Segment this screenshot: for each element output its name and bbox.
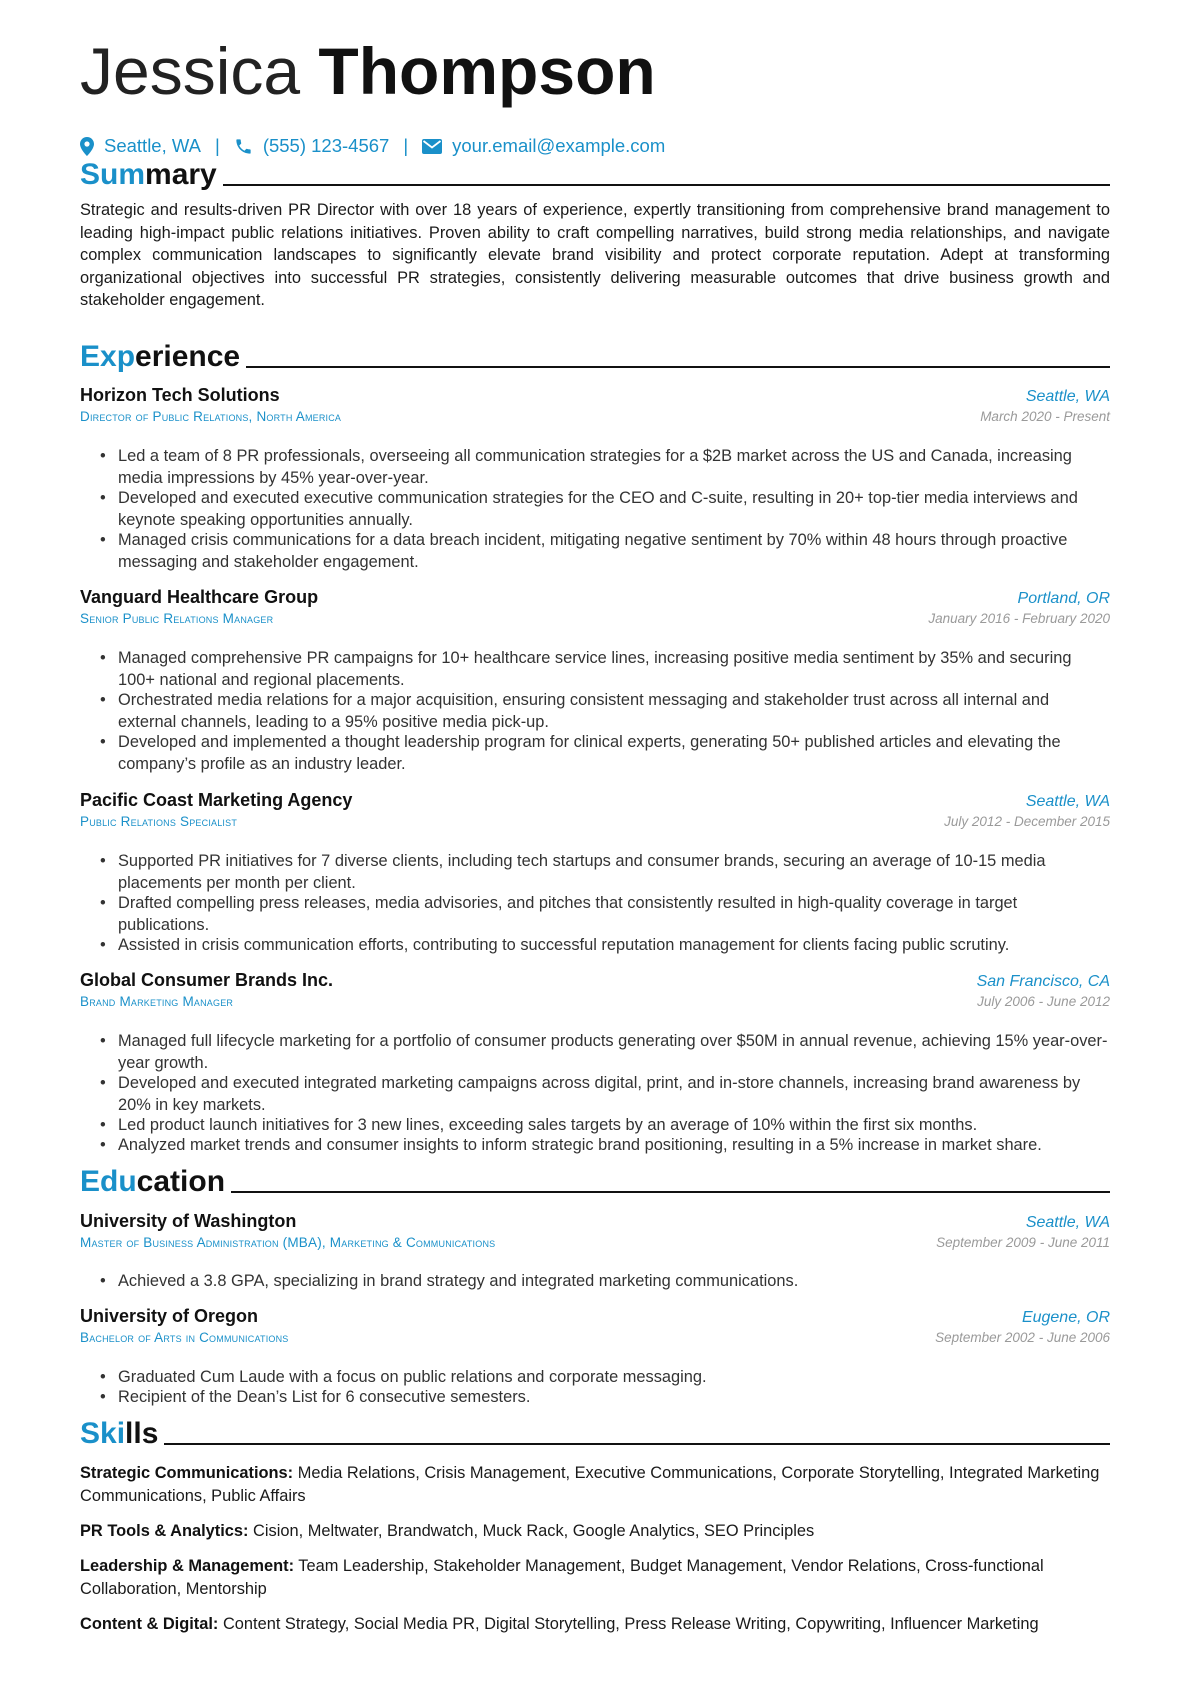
bullet-item: • Recipient of the Dean’s List for 6 consecutive semesters. (100, 1386, 1110, 1408)
entry-dates: January 2016 - February 2020 (928, 611, 1110, 626)
section-title-accent: Sum (80, 158, 146, 191)
location-pin-icon (80, 137, 94, 156)
skill-row (80, 1555, 1110, 1600)
section-title-accent: Edu (80, 1165, 137, 1198)
section-title-accent: Exp (80, 340, 136, 373)
entry-dates: July 2006 - June 2012 (977, 994, 1110, 1009)
skill-row (80, 1520, 1110, 1543)
bullet-item: • Orchestrated media relations for a major acquisition, ensuring consistent messaging and stakeholder trust across all internal and external channels, leading to a 95% positive media pick-up. (100, 689, 1110, 733)
skill-row (80, 1462, 1110, 1507)
entry-degree: Bachelor of Arts in Communications (80, 1330, 289, 1345)
summary-text: Strategic and results-driven PR Director with over 18 years of experience, expertly transitioning from comprehensive brand management to leading high-impact public relations initiatives. Proven ability to craft compelling narratives, build strong media relationships, and navigate complex communication landscapes to significantly elevate brand visibility and protect corporate reputation. Adept at transforming organizational objectives into successful PR strategies, consistently delivering measurable outcomes that drive business growth and stakeholder engagement. (80, 201, 1110, 309)
section-title-skills (80, 1419, 1110, 1449)
bullet-item: • Developed and executed integrated marketing campaigns across digital, print, and in-store channels, increasing brand awareness by 20% in key markets. (100, 1072, 1110, 1116)
section-rule (223, 184, 1110, 186)
contact-separator: | (215, 135, 220, 156)
entry-organization: Global Consumer Brands Inc. (80, 970, 334, 990)
section-title-accent: Ski (80, 1417, 126, 1450)
entry-location: Seattle, WA (1025, 388, 1110, 405)
entry-location: Eugene, OR (1021, 1309, 1110, 1326)
entry-dates: March 2020 - Present (980, 409, 1110, 424)
skill-label: Strategic Communications: (80, 1464, 294, 1482)
entry-location: San Francisco, CA (976, 973, 1110, 990)
section-title-education (80, 1167, 1110, 1197)
entry-bullets (100, 647, 1110, 773)
bullet-item: • Led product launch initiatives for 3 new lines, exceeding sales targets by an average of 10% within the first six months. (100, 1114, 1110, 1136)
section-title-rest: cation (136, 1165, 226, 1198)
entry-organization: Vanguard Healthcare Group (80, 587, 319, 607)
section-rule (246, 366, 1110, 368)
entry-bullets (100, 1270, 1110, 1290)
entry-dates: July 2012 - December 2015 (944, 814, 1110, 829)
bullet-item: • Developed and implemented a thought leadership program for clinical experts, generating 50+ published articles and elevating the company’s profile as an industry leader. (100, 731, 1110, 775)
email-text: your.email@example.com (452, 135, 666, 156)
skill-value: Media Relations, Crisis Management, Executive Communications, Corporate Storytelling, Integrated Marketing Communications, Public Affairs (80, 1464, 1100, 1505)
bullet-item: • Supported PR initiatives for 7 diverse clients, including tech startups and consumer brands, securing an average of 10-15 media placements per month per client. (100, 850, 1110, 894)
entry-location: Seattle, WA (1025, 793, 1110, 810)
education-entry (80, 1211, 1110, 1250)
contact-line (80, 135, 665, 157)
entry-location: Portland, OR (1017, 590, 1110, 607)
bullet-item: • Drafted compelling press releases, media advisories, and pitches that consistently resulted in high-quality coverage in target publications. (100, 892, 1110, 936)
experience-entry (80, 385, 1110, 424)
candidate-name (80, 34, 656, 108)
phone-text: (555) 123-4567 (262, 135, 390, 156)
section-title-rest: erience (135, 340, 241, 373)
section-title-rest: lls (125, 1417, 159, 1450)
section-title-rest: mary (145, 158, 217, 191)
skill-row (80, 1613, 1110, 1636)
section-title-summary (80, 160, 1110, 190)
bullet-item: • Managed comprehensive PR campaigns for 10+ healthcare service lines, increasing positive media sentiment by 35% and securing 100+ national and regional placements. (100, 647, 1110, 691)
contact-email[interactable] (422, 135, 665, 157)
entry-bullets (100, 1366, 1110, 1406)
last-name: Thompson (318, 34, 656, 108)
contact-location (80, 135, 201, 157)
experience-entry (80, 790, 1110, 829)
entry-organization: Pacific Coast Marketing Agency (80, 790, 353, 810)
entry-degree: Master of Business Administration (MBA), Marketing & Communications (80, 1235, 496, 1250)
phone-icon (234, 137, 253, 156)
skill-label: Content & Digital: (80, 1615, 219, 1633)
bullet-item: • Assisted in crisis communication efforts, contributing to successful reputation management for clients facing public scrutiny. (100, 934, 1110, 956)
entry-organization: University of Washington (80, 1211, 297, 1231)
location-text: Seattle, WA (104, 135, 201, 156)
first-name: Jessica (80, 34, 301, 108)
envelope-icon (422, 139, 442, 154)
bullet-item: • Led a team of 8 PR professionals, overseeing all communication strategies for a $2B market across the US and Canada, increasing media impressions by 45% year-over-year. (100, 445, 1110, 489)
entry-dates: September 2009 - June 2011 (936, 1235, 1110, 1250)
entry-role: Senior Public Relations Manager (80, 611, 274, 626)
bullet-item: • Graduated Cum Laude with a focus on public relations and corporate messaging. (100, 1366, 1110, 1388)
contact-phone[interactable] (234, 135, 390, 157)
skill-label: Leadership & Management: (80, 1557, 295, 1575)
skill-value: Content Strategy, Social Media PR, Digital Storytelling, Press Release Writing, Copywriting, Influencer Marketing (222, 1615, 1039, 1633)
entry-role: Director of Public Relations, North America (80, 409, 342, 424)
bullet-item: • Managed crisis communications for a data breach incident, mitigating negative sentiment by 70% within 48 hours through proactive messaging and stakeholder engagement. (100, 529, 1110, 573)
bullet-item: • Managed full lifecycle marketing for a portfolio of consumer products generating over $50M in annual revenue, achieving 15% year-over-year growth. (100, 1030, 1110, 1074)
entry-role: Brand Marketing Manager (80, 994, 234, 1009)
entry-bullets (100, 1030, 1110, 1154)
bullet-item: • Analyzed market trends and consumer insights to inform strategic brand positioning, resulting in a 5% increase in market share. (100, 1134, 1110, 1156)
section-rule (231, 1191, 1110, 1193)
bullet-item: • Developed and executed executive communication strategies for the CEO and C-suite, resulting in 20+ top-tier media interviews and keynote speaking opportunities annually. (100, 487, 1110, 531)
entry-location: Seattle, WA (1025, 1214, 1110, 1231)
skill-label: PR Tools & Analytics: (80, 1522, 249, 1540)
skill-value: Cision, Meltwater, Brandwatch, Muck Rack, Google Analytics, SEO Principles (253, 1522, 815, 1540)
experience-entry (80, 587, 1110, 626)
entry-organization: Horizon Tech Solutions (80, 385, 280, 405)
section-rule (164, 1443, 1110, 1445)
entry-dates: September 2002 - June 2006 (935, 1330, 1110, 1345)
bullet-item: • Achieved a 3.8 GPA, specializing in brand strategy and integrated marketing communications. (100, 1270, 1110, 1292)
entry-role: Public Relations Specialist (80, 814, 238, 829)
section-title-experience (80, 342, 1110, 372)
skill-value: Team Leadership, Stakeholder Management, Budget Management, Vendor Relations, Cross-functional Collaboration, Mentorship (80, 1557, 1044, 1598)
entry-organization: University of Oregon (80, 1306, 259, 1326)
entry-bullets (100, 850, 1110, 954)
education-entry (80, 1306, 1110, 1345)
experience-entry (80, 970, 1110, 1009)
entry-bullets (100, 445, 1110, 571)
contact-separator: | (403, 135, 409, 156)
